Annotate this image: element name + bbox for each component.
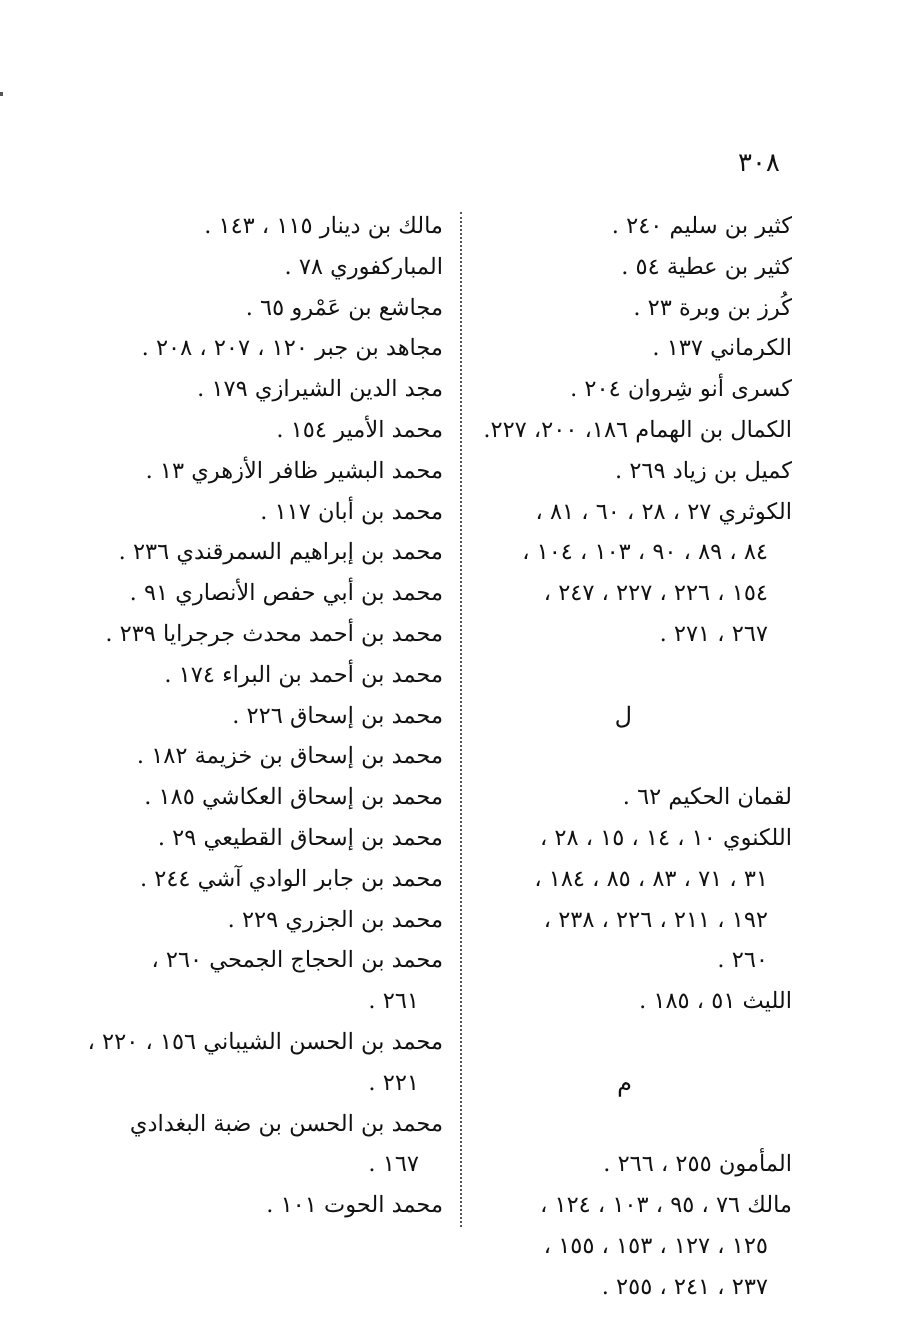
column-divider — [460, 212, 462, 1227]
index-entry: محمد بن إسحاق بن خزيمة ١٨٢ . — [136, 743, 443, 770]
index-entry: الكوثري ٢٧ ، ٢٨ ، ٦٠ ، ٨١ ، — [535, 498, 792, 525]
index-entry: محمد بن الجزري ٢٢٩ . — [227, 906, 443, 933]
index-entry: كثير بن عطية ٥٤ . — [621, 253, 792, 280]
index-entry: اللكنوي ١٠ ، ١٤ ، ١٥ ، ٢٨ ، — [539, 824, 792, 851]
index-entry: محمد بن إسحاق ٢٢٦ . — [232, 702, 443, 729]
index-entry-continuation: ٢٢١ . — [368, 1069, 419, 1096]
index-entry: محمد الحوت ١٠١ . — [266, 1192, 443, 1219]
index-entry: مالك بن دينار ١١٥ ، ١٤٣ . — [204, 213, 443, 239]
index-entry: محمد بن أحمد بن البراء ١٧٤ . — [164, 661, 443, 688]
index-entry-continuation: ٨٤ ، ٨٩ ، ٩٠ ، ١٠٣ ، ١٠٤ ، — [522, 539, 768, 566]
index-entry: كثير بن سليم ٢٤٠ . — [611, 213, 792, 239]
index-entry: مجاشع بن عَمْرو ٦٥ . — [245, 294, 443, 321]
index-entry-continuation: ١٥٤ ، ٢٢٦ ، ٢٢٧ ، ٢٤٧ ، — [543, 580, 768, 607]
index-entry-continuation: ١٦٧ . — [368, 1151, 419, 1178]
index-entry: كُرز بن وبرة ٢٣ . — [633, 294, 792, 321]
index-entry: محمد بن الحسن بن ضبة البغدادي — [129, 1110, 443, 1137]
index-entry: محمد البشير ظافر الأزهري ١٣ . — [145, 457, 443, 484]
index-entry-continuation: ٢٦٧ ، ٢٧١ . — [659, 620, 768, 647]
scan-mark — [0, 92, 3, 96]
index-entry: محمد بن أبان ١١٧ . — [260, 498, 443, 525]
index-entry-continuation: ٣١ ، ٧١ ، ٨٣ ، ٨٥ ، ١٨٤ ، — [534, 865, 768, 892]
index-entry: الكمال بن الهمام ١٨٦، ٢٠٠، ٢٢٧. — [483, 416, 792, 443]
index-entry: كسرى أنو شِروان ٢٠٤ . — [570, 376, 792, 403]
index-entry: مجد الدين الشيرازي ١٧٩ . — [197, 376, 443, 403]
index-column-left — [87, 206, 443, 1226]
index-entry: مالك ٧٦ ، ٩٥ ، ١٠٣ ، ١٢٤ ، — [540, 1192, 792, 1219]
index-entry: محمد بن إسحاق القطيعي ٢٩ . — [157, 824, 443, 851]
spacer — [472, 1022, 792, 1063]
index-entry: كميل بن زياد ٢٦٩ . — [615, 457, 792, 484]
index-entry: الكرماني ١٣٧ . — [652, 335, 792, 362]
index-entry-continuation: ٢٦٠ . — [717, 947, 768, 974]
index-entry-continuation: ١٢٥ ، ١٢٧ ، ١٥٣ ، ١٥٥ ، — [543, 1232, 768, 1259]
index-entry: محمد بن الحسن الشيباني ١٥٦ ، ٢٢٠ ، — [87, 1028, 443, 1055]
section-letter-lam: ل — [614, 701, 632, 730]
spacer — [472, 736, 792, 777]
index-entry: محمد بن إبراهيم السمرقندي ٢٣٦ . — [118, 539, 443, 566]
section-letter-mim: م — [617, 1068, 632, 1097]
index-entry-continuation: ١٩٢ ، ٢١١ ، ٢٢٦ ، ٢٣٨ ، — [543, 906, 768, 933]
index-entry: محمد بن جابر الوادي آشي ٢٤٤ . — [139, 865, 443, 892]
index-entry: محمد بن أبي حفص الأنصاري ٩١ . — [129, 580, 443, 607]
spacer — [472, 1104, 792, 1145]
index-entry: محمد بن الحجاج الجمحي ٢٦٠ ، — [151, 947, 443, 974]
index-entry: المباركفوري ٧٨ . — [284, 253, 443, 280]
index-entry-continuation: ٢٣٧ ، ٢٤١ ، ٢٥٥ . — [601, 1273, 768, 1300]
index-entry-continuation: ٢٦١ . — [368, 988, 419, 1015]
index-entry: مجاهد بن جبر ١٢٠ ، ٢٠٧ ، ٢٠٨ . — [141, 335, 443, 362]
spacer — [472, 655, 792, 696]
index-entry: لقمان الحكيم ٦٢ . — [622, 784, 792, 811]
index-entry: محمد الأمير ١٥٤ . — [276, 416, 443, 443]
index-entry: الليث ٥١ ، ١٨٥ . — [639, 988, 792, 1015]
page-number: ٣٠٨ — [738, 148, 780, 178]
index-entry: محمد بن أحمد محدث جرجرايا ٢٣٩ . — [105, 620, 443, 647]
index-entry: المأمون ٢٥٥ ، ٢٦٦ . — [603, 1151, 792, 1178]
index-column-right — [472, 206, 792, 1308]
index-entry: محمد بن إسحاق العكاشي ١٨٥ . — [144, 784, 443, 811]
